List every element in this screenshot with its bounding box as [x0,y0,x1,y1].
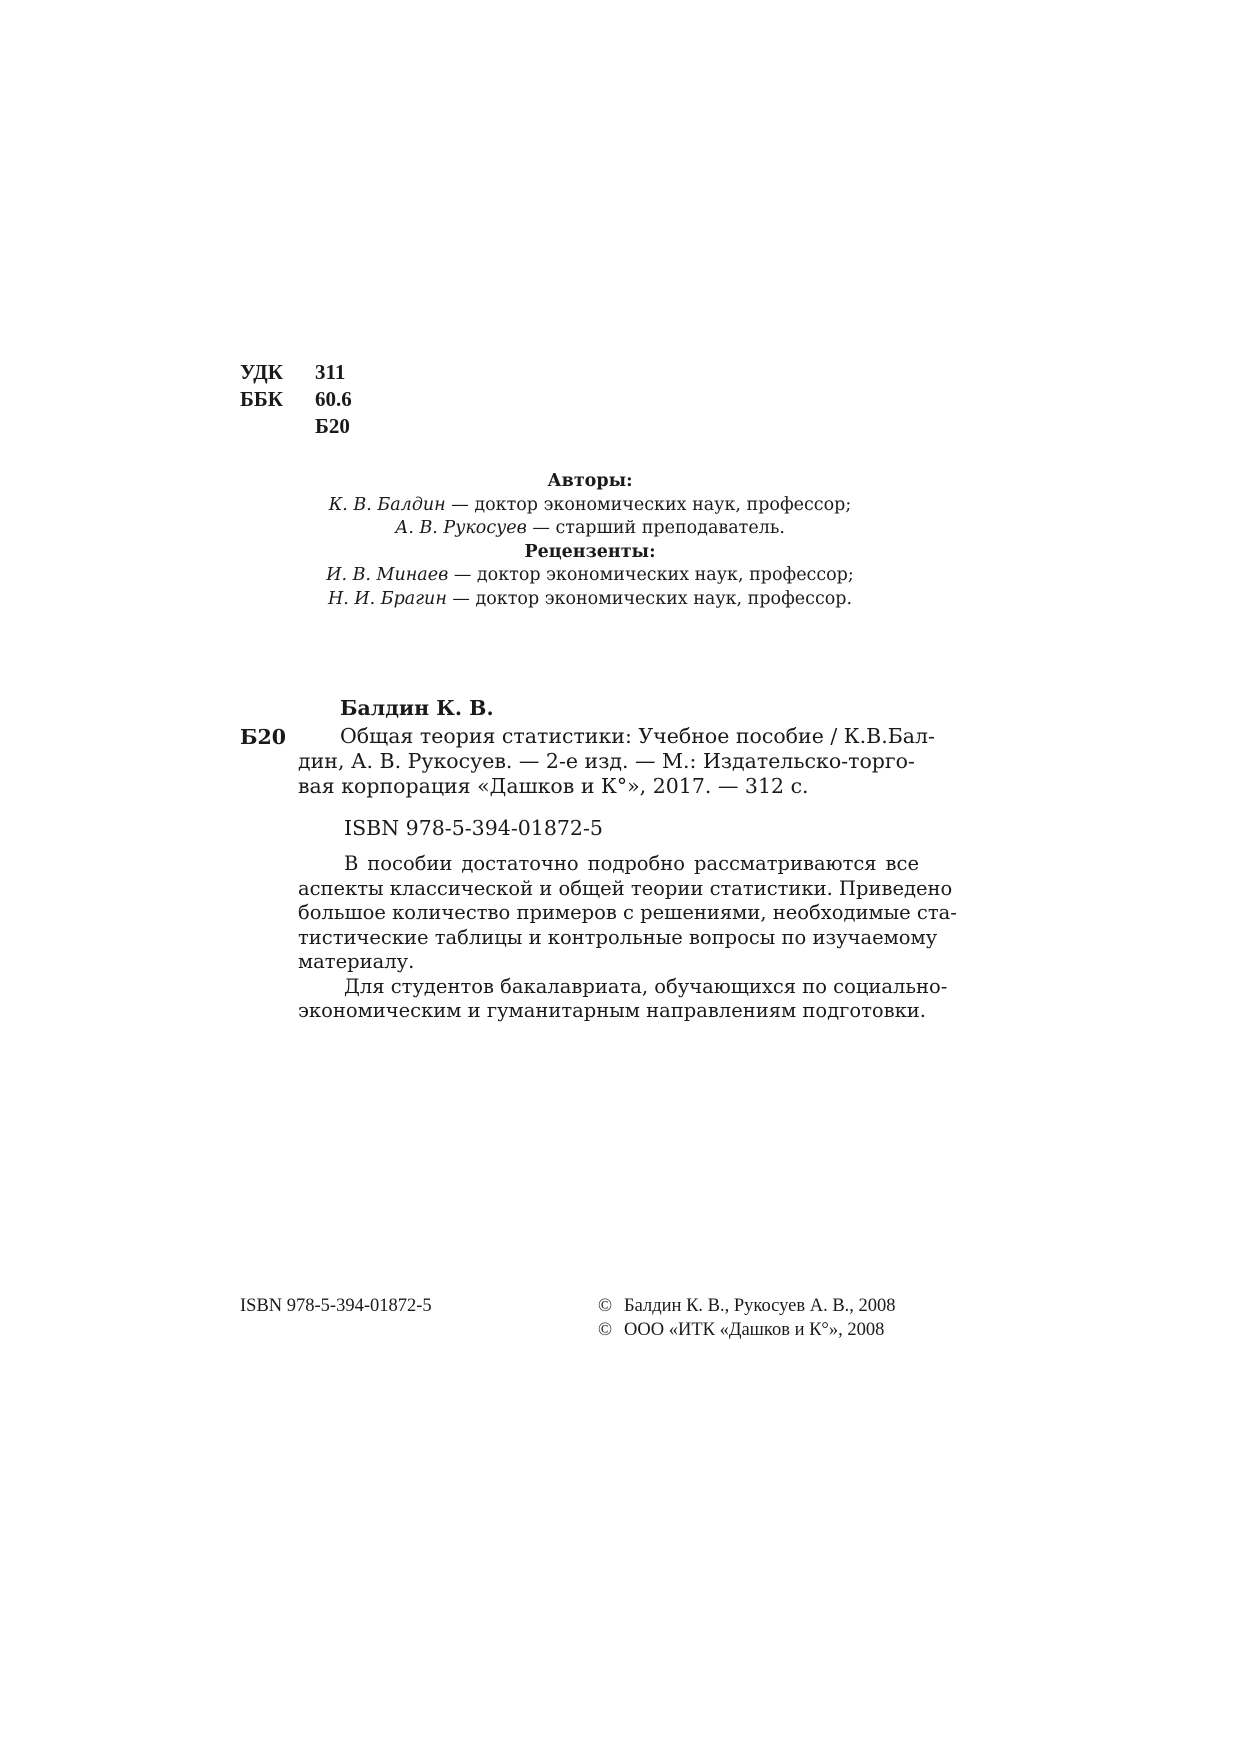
annotation [298,852,957,1024]
bib-isbn: ISBN 978-5-394-01872-5 [344,816,603,840]
reviewer-line [290,588,890,612]
author-mark: Б20 [315,414,350,438]
reviewer-name: И. В. Минаев [326,565,449,585]
authors-heading: Авторы: [547,471,633,491]
reviewer-role: — доктор экономических наук, профессор. [446,588,853,609]
annotation-line: Для студентов бакалавриата, обучающихся по социально- [344,974,948,998]
bib-mark: Б20 [240,725,287,749]
bib-author: Балдин К. В. [340,696,494,720]
footer-isbn: ISBN 978-5-394-01872-5 [240,1296,432,1316]
bbk-value: 60.6 [315,387,352,411]
bib-description-line: дин, А. В. Рукосуев. — 2-е изд. — М.: Издательско-торго- [298,749,915,773]
annotation-line: аспекты классической и общей теории статистики. Приведено [298,876,953,900]
footer-copyrights [598,1294,896,1342]
bib-description-line: вая корпорация «Дашков и К°», 2017. — 312 с. [298,774,809,798]
bib-description [298,724,935,799]
author-role: — доктор экономических наук, профессор; [445,494,852,515]
author-role: — старший преподаватель. [526,518,785,538]
reviewer-role: — доктор экономических наук, профессор; [448,565,854,585]
classification-block [240,359,440,449]
bib-description-line: Общая теория статистики: Учебное пособие / К.В.Бал- [340,724,935,748]
author-line [290,494,890,518]
annotation-line: материалу. [298,950,415,973]
author-mark-row [240,413,440,440]
copyright-text: ООО «ИТК «Дашков и К°», 2008 [624,1320,885,1340]
author-name: К. В. Балдин [328,494,446,515]
reviewer-name: Н. И. Брагин [327,588,447,609]
bbk-label: ББК [240,387,283,411]
copyright-line [598,1318,896,1342]
udk-row [240,359,440,386]
copyright-sign: © [598,1320,613,1340]
credits-block [290,470,890,611]
annotation-line: большое количество примеров с решениями, необходимые ста- [298,901,957,924]
copyright-line [598,1294,896,1318]
annotation-line: В пособии достаточно подробно рассматриваются все [344,852,919,875]
copyright-text: Балдин К. В., Рукосуев А. В., 2008 [624,1296,896,1316]
copyright-sign: © [598,1296,613,1316]
author-name: А. В. Рукосуев [395,518,527,538]
author-line [290,517,890,541]
udk-label: УДК [240,360,283,384]
bbk-row [240,386,440,413]
udk-value: 311 [315,360,346,384]
reviewer-line [290,564,890,588]
annotation-line: экономическим и гуманитарным направлениям подготовки. [298,999,926,1022]
annotation-line: тистические таблицы и контрольные вопросы по изучаемому [298,925,938,949]
reviewers-heading: Рецензенты: [524,541,656,562]
